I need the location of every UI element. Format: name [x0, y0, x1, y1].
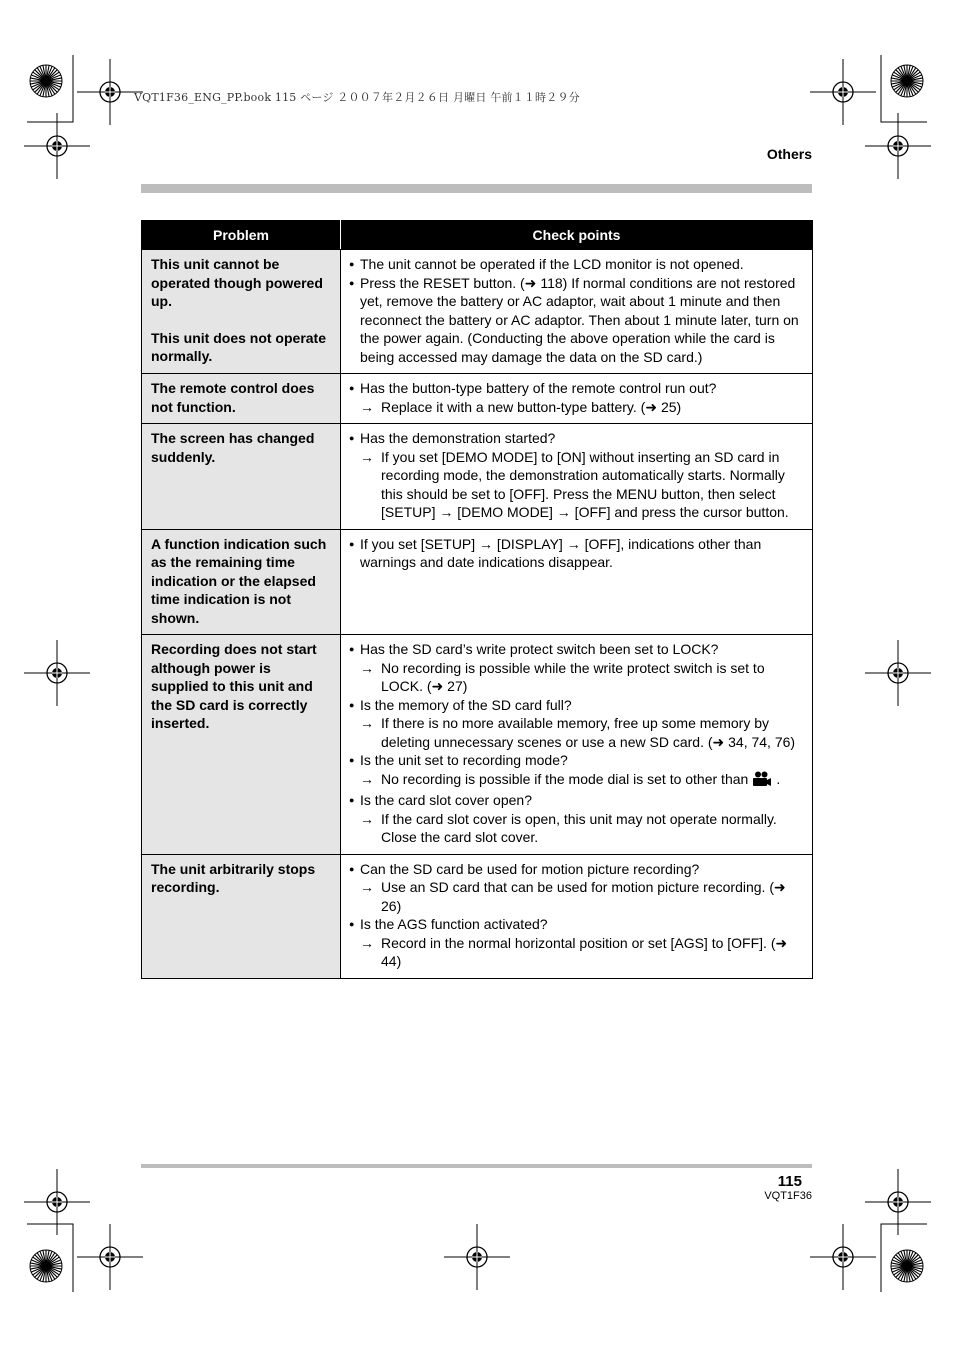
check-point-bullet	[349, 640, 804, 659]
check-point-text: Is the AGS function activated?	[360, 916, 548, 932]
check-point-text: Is the unit set to recording mode?	[360, 752, 568, 768]
check-point-text: If the card slot cover is open, this unit may not operate normally. Close the card slot cover.	[381, 810, 777, 845]
problem-cell	[142, 854, 341, 978]
check-point-text: Has the demonstration started?	[360, 430, 556, 446]
check-point-text: Record in the normal horizontal position or set [AGS] to [OFF]. (➜ 44)	[381, 934, 788, 969]
problem-text: The screen has changed suddenly.	[151, 430, 315, 465]
problem-text: A function indication such as the remaining time indication or the elapsed time indication is not shown.	[151, 535, 327, 626]
table-row	[142, 424, 813, 530]
check-point-solution	[349, 398, 804, 417]
check-point-bullet	[349, 379, 804, 398]
video-camera-icon	[752, 771, 772, 792]
check-point-solution	[349, 934, 804, 971]
check-point-bullet	[349, 429, 804, 448]
table-row	[142, 529, 813, 635]
table-row	[142, 374, 813, 424]
check-points-cell	[341, 529, 813, 635]
problem-text: This unit does not operate normally.	[151, 329, 327, 364]
table-row	[142, 250, 813, 374]
check-point-bullet	[349, 791, 804, 810]
check-point-bullet	[349, 274, 804, 367]
check-points-cell	[341, 374, 813, 424]
section-title: Others	[766, 146, 812, 162]
document-code: VQT1F36	[764, 1190, 812, 1202]
problem-cell	[142, 250, 341, 374]
problem-cell	[142, 374, 341, 424]
check-point-text: If you set [DEMO MODE] to [ON] without inserting an SD card in recording mode, the demonstration automatically starts. Normally this should be set to [OFF]. Press the MENU button, then select [SETUP] → [DEMO MODE] → [OFF] and press the cursor button.	[381, 448, 789, 520]
problem-cell	[142, 424, 341, 530]
check-point-solution	[349, 770, 804, 792]
check-point-text: If you set [SETUP] → [DISPLAY] → [OFF], indications other than warnings and date indications disappear.	[360, 535, 762, 570]
check-point-text: No recording is possible while the write protect switch is set to LOCK. (➜ 27)	[381, 659, 765, 694]
problem-text: This unit cannot be operated though powered up.	[151, 256, 323, 309]
check-point-text: If there is no more available memory, free up some memory by deleting unnecessary scenes or use a new SD card. (➜ 34, 74, 76)	[381, 715, 796, 750]
problem-text: The remote control does not function.	[151, 380, 315, 415]
check-point-solution	[349, 878, 804, 915]
print-job-line: VQT1F36_ENG_PP.book 115 ページ ２００７年２月２６日 月曜日 午前１１時２９分	[134, 91, 580, 104]
check-point-text: No recording is possible if the mode dial is set to other than	[381, 770, 749, 787]
column-header-check-points: Check points	[341, 221, 813, 250]
check-point-text: Is the card slot cover open?	[360, 792, 532, 808]
problem-text: The unit arbitrarily stops recording.	[151, 860, 316, 895]
table-row	[142, 635, 813, 855]
column-header-problem: Problem	[142, 221, 341, 250]
check-point-bullet	[349, 915, 804, 934]
troubleshooting-table	[141, 220, 813, 979]
check-point-solution	[349, 659, 804, 696]
check-point-text-end: .	[776, 770, 781, 787]
check-point-bullet	[349, 255, 804, 274]
check-point-text: Has the SD card’s write protect switch been set to LOCK?	[360, 641, 719, 657]
check-points-cell	[341, 635, 813, 855]
check-points-cell	[341, 250, 813, 374]
problem-text: Recording does not start although power is supplied to this unit and the SD card is correctly inserted.	[151, 641, 317, 731]
check-point-text: Has the button-type battery of the remote control run out?	[360, 380, 717, 396]
check-point-bullet	[349, 860, 804, 879]
check-point-text: Replace it with a new button-type battery. (➜ 25)	[381, 398, 682, 415]
check-point-solution	[349, 810, 804, 847]
problem-cell	[142, 635, 341, 855]
check-point-solution	[349, 448, 804, 522]
check-point-text: Press the RESET button. (➜ 118) If normal conditions are not restored yet, remove the battery or AC adaptor, wait about 1 minute and then reconnect the battery or AC adaptor. Then about 1 minute later, turn on the power again. (Conducting the above operation while the card is being accessed may damage the data on the SD card.)	[360, 274, 799, 365]
problem-cell	[142, 529, 341, 635]
check-point-text: Can the SD card be used for motion picture recording?	[360, 860, 700, 877]
check-point-text: The unit cannot be operated if the LCD monitor is not opened.	[360, 256, 744, 272]
check-points-cell	[341, 424, 813, 530]
check-point-bullet	[349, 696, 804, 715]
check-points-cell	[341, 854, 813, 978]
check-point-text: Use an SD card that can be used for motion picture recording. (➜ 26)	[381, 879, 786, 914]
table-body	[142, 250, 813, 979]
check-point-bullet	[349, 535, 804, 572]
page-number: 115	[777, 1173, 802, 1190]
table-row	[142, 854, 813, 978]
check-point-bullet	[349, 751, 804, 770]
header-rule	[141, 184, 812, 193]
check-point-text: Is the memory of the SD card full?	[360, 696, 572, 713]
table-header-row	[142, 221, 813, 250]
footer-rule	[141, 1164, 812, 1168]
check-point-solution	[349, 714, 804, 751]
